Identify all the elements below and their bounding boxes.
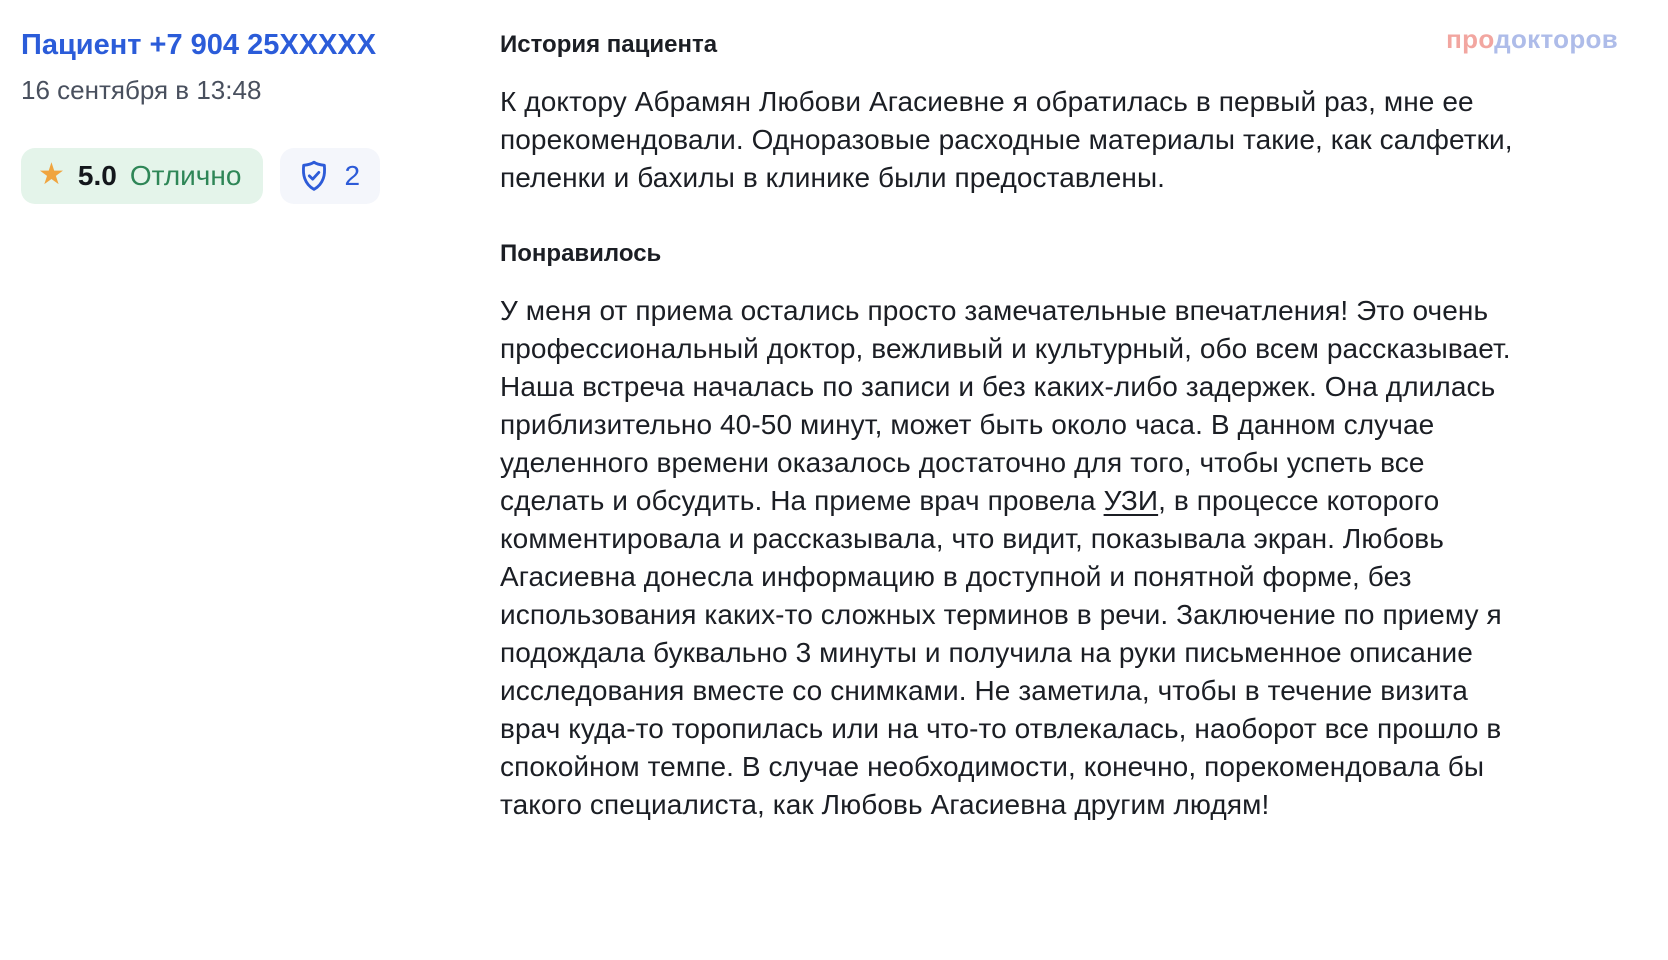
- liked-text-before: У меня от приема остались просто замечательные впечатления! Это очень профессиональный доктор, вежливый и культурный, обо всем рассказывает. Наша встреча началась по записи и без каких-либо задержек. Она длилась приблизительно 40-50 минут, может быть около часа. В данном случае уделенного времени оказалось достаточно для того, чтобы успеть все сделать и обсудить. На приеме врач провела: [500, 295, 1511, 516]
- star-icon: ★: [38, 158, 65, 191]
- logo-part-doktorov: докторов: [1494, 24, 1618, 54]
- review-body-column: [500, 27, 1522, 824]
- patient-name-link[interactable]: Пациент +7 904 25XXXXX: [21, 29, 377, 61]
- liked-section-title: Понравилось: [500, 240, 662, 267]
- liked-section: [500, 239, 1522, 824]
- review-card: [21, 27, 1668, 824]
- logo-part-pro: про: [1446, 24, 1495, 54]
- review-meta-column: [21, 27, 500, 204]
- shield-check-icon: [296, 158, 332, 194]
- review-badges: [21, 148, 500, 204]
- liked-section-text: [500, 292, 1522, 824]
- history-section-title: История пациента: [500, 31, 718, 58]
- liked-text-after: , в процессе которого комментировала и рассказывала, что видит, показывала экран. Любовь Агасиевна донесла информацию в доступной и понятной форме, без использования каких-то сложных терминов в речи. Заключение по приему я подождала буквально 3 минуты и получила на руки письменное описание исследования вместе со снимками. Не заметила, чтобы в течение визита врач куда-то торопилась или на что-то отвлекалась, наоборот все прошло в спокойном темпе. В случае необходимости, конечно, порекомендовала бы такого специалиста, как Любовь Агасиевна другим людям!: [500, 485, 1502, 820]
- verification-badge[interactable]: [280, 148, 380, 204]
- rating-badge: [21, 148, 263, 204]
- review-date: 16 сентября в 13:48: [21, 75, 262, 105]
- rating-label: Отлично: [129, 160, 242, 191]
- uzi-term-link[interactable]: УЗИ: [1103, 485, 1159, 516]
- history-section: [500, 30, 1522, 197]
- rating-value: 5.0: [77, 160, 117, 191]
- verification-count: 2: [344, 160, 361, 191]
- history-section-text: К доктору Абрамян Любови Агасиевне я обратилась в первый раз, мне ее порекомендовали. Одноразовые расходные материалы такие, как салфетки, пеленки и бахилы в клинике были предоставлены.: [500, 86, 1513, 193]
- prodoctorov-logo[interactable]: [1446, 24, 1618, 55]
